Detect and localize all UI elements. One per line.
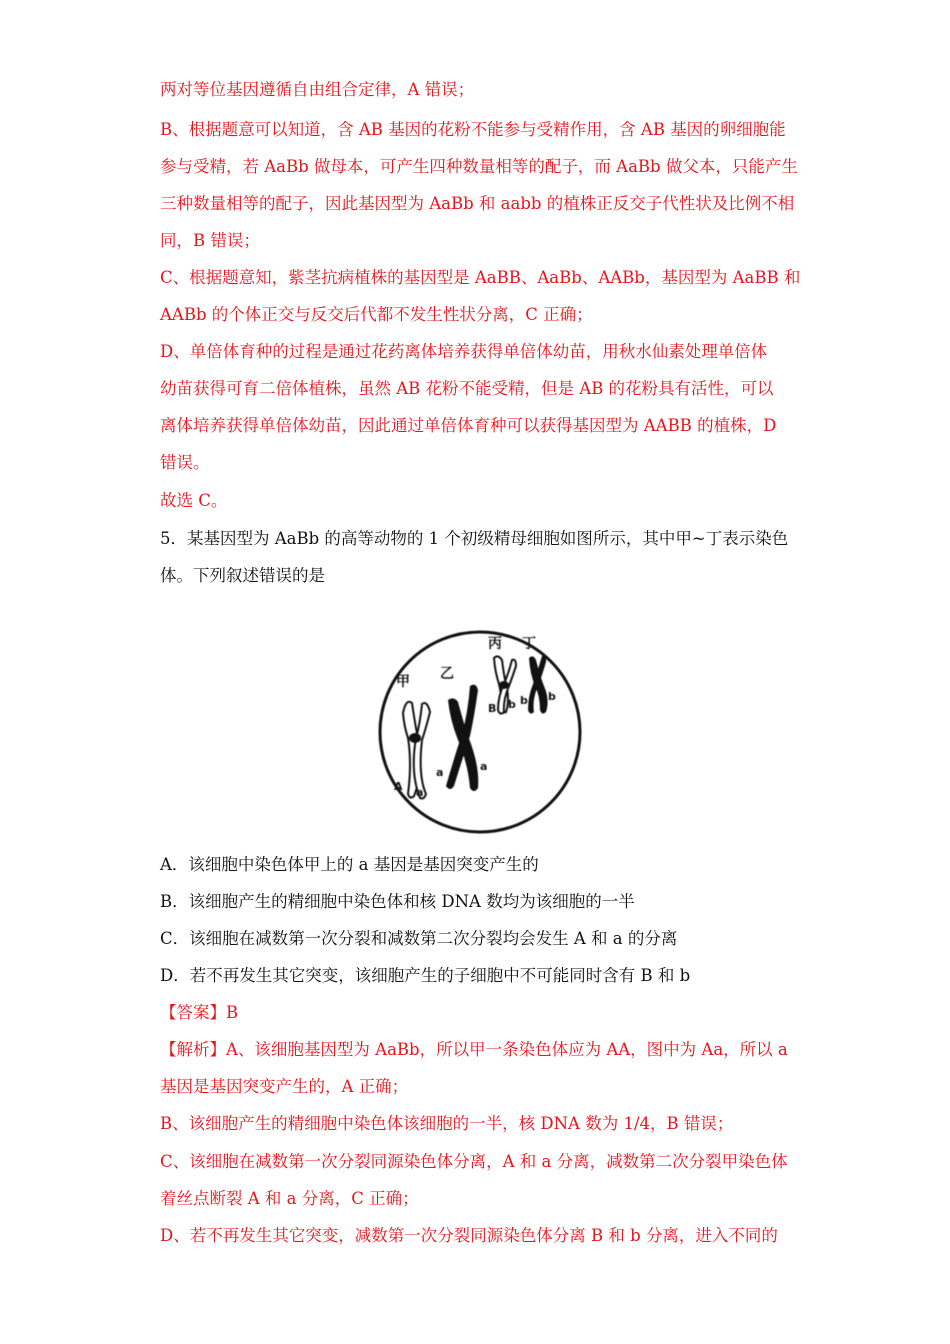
question-stem-line-1: 5．某基因型为 AaBb 的高等动物的 1 个初级精母细胞如图所示，其中甲~丁表示染色 xyxy=(160,529,789,548)
label-ding: 丁 xyxy=(522,636,536,652)
gene-label-b: b xyxy=(520,694,528,707)
analysis-choice: 故选 C。 xyxy=(160,491,228,510)
label-bing: 丙 xyxy=(488,636,502,652)
gene-label-B: B xyxy=(488,702,497,715)
analysis-line: D、若不再发生其它突变，减数第一次分裂同源染色体分离 B 和 b 分离，进入不同的 xyxy=(160,1226,778,1245)
gene-label-b: b xyxy=(548,690,556,703)
answer-tag: 【答案】 xyxy=(160,1003,226,1022)
analysis-line: C、该细胞在减数第一次分裂同源染色体分离，A 和 a 分离，减数第二次分裂甲染色体 xyxy=(160,1152,788,1171)
option-d: D．若不再发生其它突变，该细胞产生的子细胞中不可能同时含有 B 和 b xyxy=(160,966,691,985)
analysis-line: 两对等位基因遵循自由组合定律，A 错误； xyxy=(160,80,475,99)
answer-line xyxy=(160,1003,238,1023)
analysis-d-line-2: 幼苗获得可育二倍体植株，虽然 AB 花粉不能受精，但是 AB 的花粉具有活性，可以 xyxy=(160,379,774,398)
analysis-b-line-3: 三种数量相等的配子，因此基因型为 AaBb 和 aabb 的植株正反交子代性状及比例不相 xyxy=(160,194,795,213)
gene-label-A: A xyxy=(394,780,403,793)
cell-diagram xyxy=(370,628,590,838)
analysis-text: A、该细胞基因型为 AaBb，所以甲一条染色体应为 AA，图中为 Aa，所以 a xyxy=(226,1040,788,1059)
analysis-c-line-1: C、根据题意知，紫茎抗病植株的基因型是 AaBB、AaBb、AABb，基因型为 AaBB 和 xyxy=(160,268,801,287)
analysis-b-line-1: B、根据题意可以知道，含 AB 基因的花粉不能参与受精作用，含 AB 基因的卵细胞能 xyxy=(160,120,786,139)
analysis-d-line-4: 错误。 xyxy=(160,453,210,472)
chromosome-ding xyxy=(528,656,548,714)
chromosome-yi xyxy=(446,685,478,791)
label-jia: 甲 xyxy=(396,674,410,690)
analysis-d-line-1: D、单倍体育种的过程是通过花药离体培养获得单倍体幼苗，用秋水仙素处理单倍体 xyxy=(160,342,768,361)
gene-label-b: b xyxy=(508,698,516,711)
analysis-b-line-4: 同，B 错误； xyxy=(160,231,260,250)
answer-value: B xyxy=(226,1003,239,1022)
chromosome-jia xyxy=(403,702,430,799)
analysis-d-line-3: 离体培养获得单倍体幼苗，因此通过单倍体育种可以获得基因型为 AABB 的植株，D xyxy=(160,416,777,435)
option-c: C．该细胞在减数第一次分裂和减数第二次分裂均会发生 A 和 a 的分离 xyxy=(160,929,678,948)
analysis-line: B、该细胞产生的精细胞中染色体该细胞的一半，核 DNA 数为 1/4，B 错误； xyxy=(160,1114,734,1133)
analysis-b-line-2: 参与受精，若 AaBb 做母本，可产生四种数量相等的配子，而 AaBb 做父本，只能产生 xyxy=(160,157,798,176)
gene-label-a: a xyxy=(480,760,488,773)
question-stem-line-2: 体。下列叙述错误的是 xyxy=(160,566,325,585)
option-b: B．该细胞产生的精细胞中染色体和核 DNA 数均为该细胞的一半 xyxy=(160,892,635,911)
gene-label-a: a xyxy=(436,766,444,779)
analysis-c-line-2: AABb 的个体正交与反交后代都不发生性状分离，C 正确； xyxy=(160,305,593,324)
option-a: A．该细胞中染色体甲上的 a 基因是基因突变产生的 xyxy=(160,855,539,874)
gene-label-a: a xyxy=(416,786,424,799)
analysis-line xyxy=(160,1040,788,1060)
label-yi: 乙 xyxy=(440,666,454,682)
analysis-line: 着丝点断裂 A 和 a 分离，C 正确； xyxy=(160,1189,419,1208)
analysis-line: 基因是基因突变产生的，A 正确； xyxy=(160,1077,409,1096)
analysis-tag: 【解析】 xyxy=(160,1040,226,1059)
